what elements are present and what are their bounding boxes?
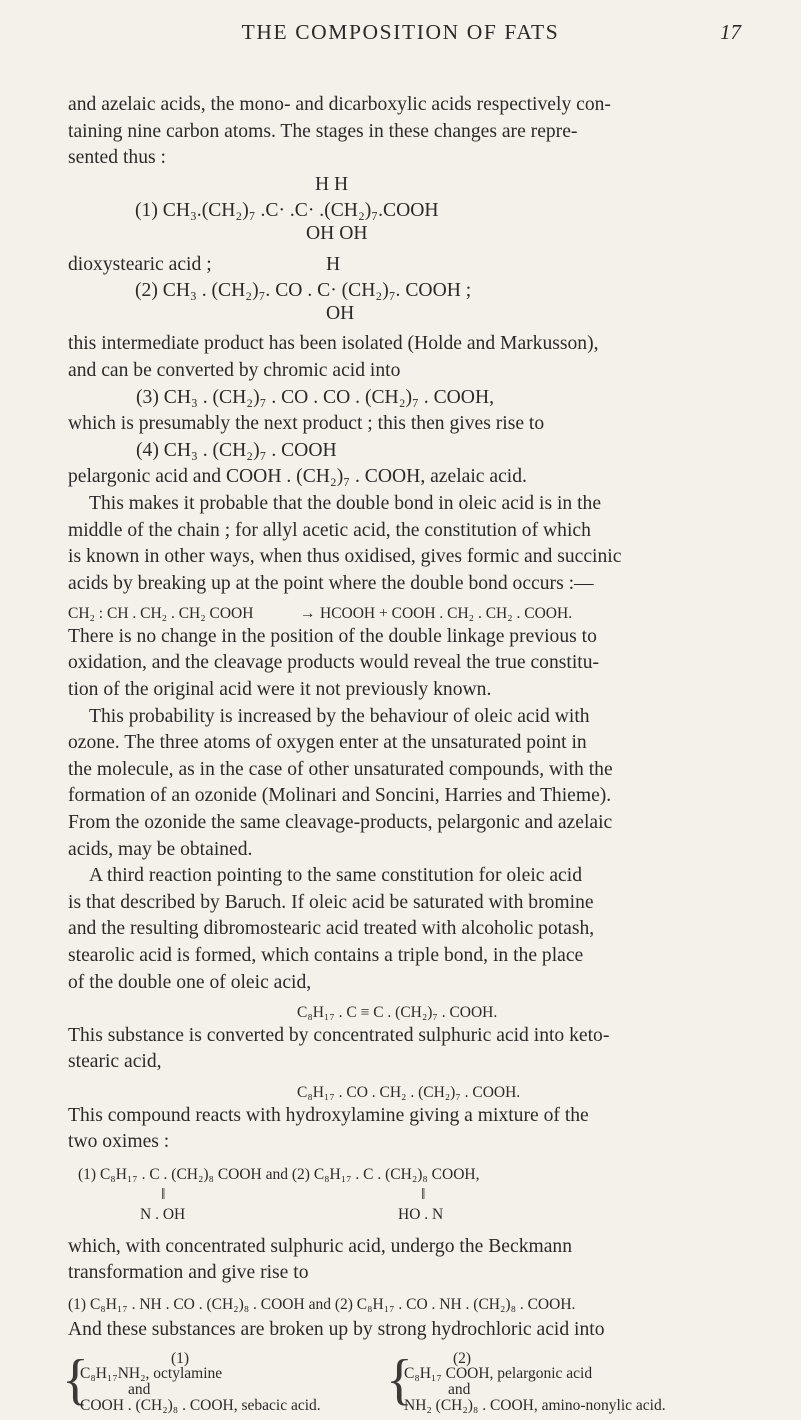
paragraph bbox=[68, 411, 744, 438]
paragraph bbox=[68, 863, 744, 996]
text-line: transformation and give rise to bbox=[68, 1262, 309, 1284]
product-conjunction: and bbox=[448, 1380, 471, 1398]
text-line: formation of an ozonide (Molinari and Soncini, Harries and Thieme). bbox=[68, 785, 612, 807]
text-line: of the double one of oleic acid, bbox=[68, 971, 312, 993]
formula-substituent: OH OH bbox=[306, 222, 368, 244]
text-line: This probability is increased by the behaviour of oleic acid with bbox=[89, 705, 590, 727]
hydrolysis-products bbox=[62, 1344, 744, 1420]
product-line: C₈H₁₇NH₂, octylamine bbox=[80, 1364, 223, 1382]
text-line: which, with concentrated sulphuric acid, undergo the Beckmann bbox=[68, 1235, 573, 1257]
text-line: acids by breaking up at the point where the double bond occurs :— bbox=[68, 572, 594, 594]
formula-substituent: H H bbox=[315, 173, 349, 195]
formula-1 bbox=[68, 198, 744, 225]
stearolic-formula bbox=[68, 996, 744, 1023]
text-line: and azelaic acids, the mono- and dicarboxylic acids respectively con- bbox=[68, 94, 611, 115]
formula-text: C₈H₁₇ . CO . CH₂ . (CH₂)₇ . COOH. bbox=[297, 1083, 521, 1101]
paragraph bbox=[68, 331, 744, 384]
reaction-products: HCOOH + COOH . CH₂ . CH₂ . COOH. bbox=[320, 605, 573, 623]
product-line: C₈H₁₇ COOH, pelargonic acid bbox=[404, 1364, 593, 1382]
oximes-formula bbox=[68, 1162, 744, 1184]
brace-right: { bbox=[386, 1348, 413, 1411]
text-line: is known in other ways, when thus oxidised, gives formic and succinic bbox=[68, 546, 622, 568]
formula-1-lower bbox=[68, 222, 744, 252]
formula-substituent: N . OH bbox=[140, 1205, 186, 1223]
product-line: COOH . (CH₂)₈ . COOH, sebacic acid. bbox=[80, 1396, 321, 1414]
formula-text: (3) CH₃ . (CH₂)₇ . CO . CO . (CH₂)₇ . COOH, bbox=[136, 386, 494, 408]
text-line: oxidation, and the cleavage products would reveal the true constitu- bbox=[68, 652, 600, 674]
text-line: and the resulting dibromostearic acid treated with alcoholic potash, bbox=[68, 918, 595, 940]
paragraph bbox=[68, 624, 744, 704]
reaction-arrow: → bbox=[300, 605, 316, 623]
paragraph bbox=[68, 1023, 744, 1076]
ketostearic-formula bbox=[68, 1076, 744, 1103]
formula-substituent: H bbox=[326, 253, 341, 275]
header-title: THE COMPOSITION OF FATS bbox=[241, 20, 560, 44]
formula-1-upper bbox=[68, 172, 744, 199]
oximes-lower bbox=[68, 1202, 744, 1234]
formula-text: (1) CH₃.(CH₂)₇ .C· .C· .(CH₂)₇.COOH bbox=[135, 200, 439, 222]
product-line: NH₂ (CH₂)₈ . COOH, amino-nonylic acid. bbox=[404, 1396, 666, 1414]
paragraph bbox=[68, 464, 744, 491]
formula-text: (2) CH₃ . (CH₂)₇. CO . C· (CH₂)₇. COOH ; bbox=[135, 280, 472, 302]
text-line: stearolic acid is formed, which contains a triple bond, in the place bbox=[68, 945, 584, 966]
body-text bbox=[62, 92, 744, 1420]
text-line: the molecule, as in the case of other unsaturated compounds, with the bbox=[68, 758, 613, 780]
text-line: ozone. The three atoms of oxygen enter at the unsaturated point in bbox=[68, 732, 587, 754]
paragraph bbox=[68, 704, 744, 864]
formula-text: C₈H₁₇ . C ≡ C . (CH₂)₇ . COOH. bbox=[297, 1004, 498, 1022]
formula-2 bbox=[68, 278, 744, 305]
page-number: 17 bbox=[720, 20, 741, 44]
paragraph bbox=[68, 1103, 744, 1156]
text-line: A third reaction pointing to the same constitution for oleic acid bbox=[89, 865, 582, 887]
formula-substituent: OH bbox=[326, 302, 355, 324]
text-line: acids, may be obtained. bbox=[68, 838, 253, 860]
brace-left: { bbox=[62, 1348, 89, 1411]
formula-4 bbox=[68, 438, 744, 465]
compound-label: dioxystearic acid ; bbox=[68, 253, 212, 275]
text-line: And these substances are broken up by strong hydrochloric acid into bbox=[68, 1318, 605, 1340]
text-line: taining nine carbon atoms. The stages in these changes are repre- bbox=[68, 120, 578, 142]
product-conjunction: and bbox=[128, 1380, 151, 1398]
paragraph bbox=[68, 1234, 744, 1287]
paragraph bbox=[68, 491, 744, 597]
double-bond-mark: ‖ bbox=[161, 1185, 166, 1203]
paragraph bbox=[68, 1317, 744, 1344]
formula-text: (1) C₈H₁₇ . C . (CH₂)₈ COOH and (2) C₈H₁₇ . C . (CH₂)₈ COOH, bbox=[78, 1165, 480, 1183]
paragraph bbox=[68, 92, 744, 172]
text-line: this intermediate product has been isolated (Holde and Markusson), bbox=[68, 333, 599, 355]
text-line: pelargonic acid and COOH . (CH₂)₇ . COOH, azelaic acid. bbox=[68, 466, 527, 488]
formula-text: (4) CH₃ . (CH₂)₇ . COOH bbox=[136, 439, 337, 461]
text-line: is that described by Baruch. If oleic acid be saturated with bromine bbox=[68, 891, 594, 913]
text-line: middle of the chain ; for allyl acetic acid, the constitution of which bbox=[68, 519, 591, 541]
text-line: tion of the original acid were it not previously known. bbox=[68, 679, 492, 701]
formula-2-lower bbox=[68, 302, 744, 332]
formula-3 bbox=[68, 385, 744, 412]
allyl-acetic-reaction bbox=[68, 597, 744, 624]
reaction-reactant: CH₂ : CH . CH₂ . CH₂ COOH bbox=[68, 605, 254, 623]
double-bond-mark: ‖ bbox=[421, 1185, 426, 1203]
formula-substituent: HO . N bbox=[398, 1205, 444, 1223]
text-line: This compound reacts with hydroxylamine giving a mixture of the bbox=[68, 1104, 589, 1126]
product-number: (2) bbox=[453, 1349, 472, 1367]
beckmann-formula bbox=[68, 1287, 744, 1317]
text-line: and can be converted by chromic acid into bbox=[68, 359, 401, 381]
text-line: This substance is converted by concentrated sulphuric acid into keto- bbox=[68, 1024, 610, 1046]
text-line: From the ozonide the same cleavage-products, pelargonic and azelaic bbox=[68, 812, 613, 834]
running-header bbox=[0, 20, 801, 60]
text-line: stearic acid, bbox=[68, 1051, 162, 1073]
formula-2-label-row bbox=[68, 252, 744, 279]
text-line: There is no change in the position of the double linkage previous to bbox=[68, 625, 597, 647]
text-line: two oximes : bbox=[68, 1131, 170, 1153]
formula-text: (1) C₈H₁₇ . NH . CO . (CH₂)₈ . COOH and (2) C₈H₁₇ . CO . NH . (CH₂)₈ . COOH. bbox=[68, 1295, 576, 1313]
text-line: This makes it probable that the double bond in oleic acid is in the bbox=[89, 492, 602, 514]
product-number: (1) bbox=[171, 1349, 190, 1367]
text-line: sented thus : bbox=[68, 147, 166, 169]
oximes-double-bonds bbox=[68, 1184, 744, 1202]
text-line: which is presumably the next product ; this then gives rise to bbox=[68, 413, 545, 435]
